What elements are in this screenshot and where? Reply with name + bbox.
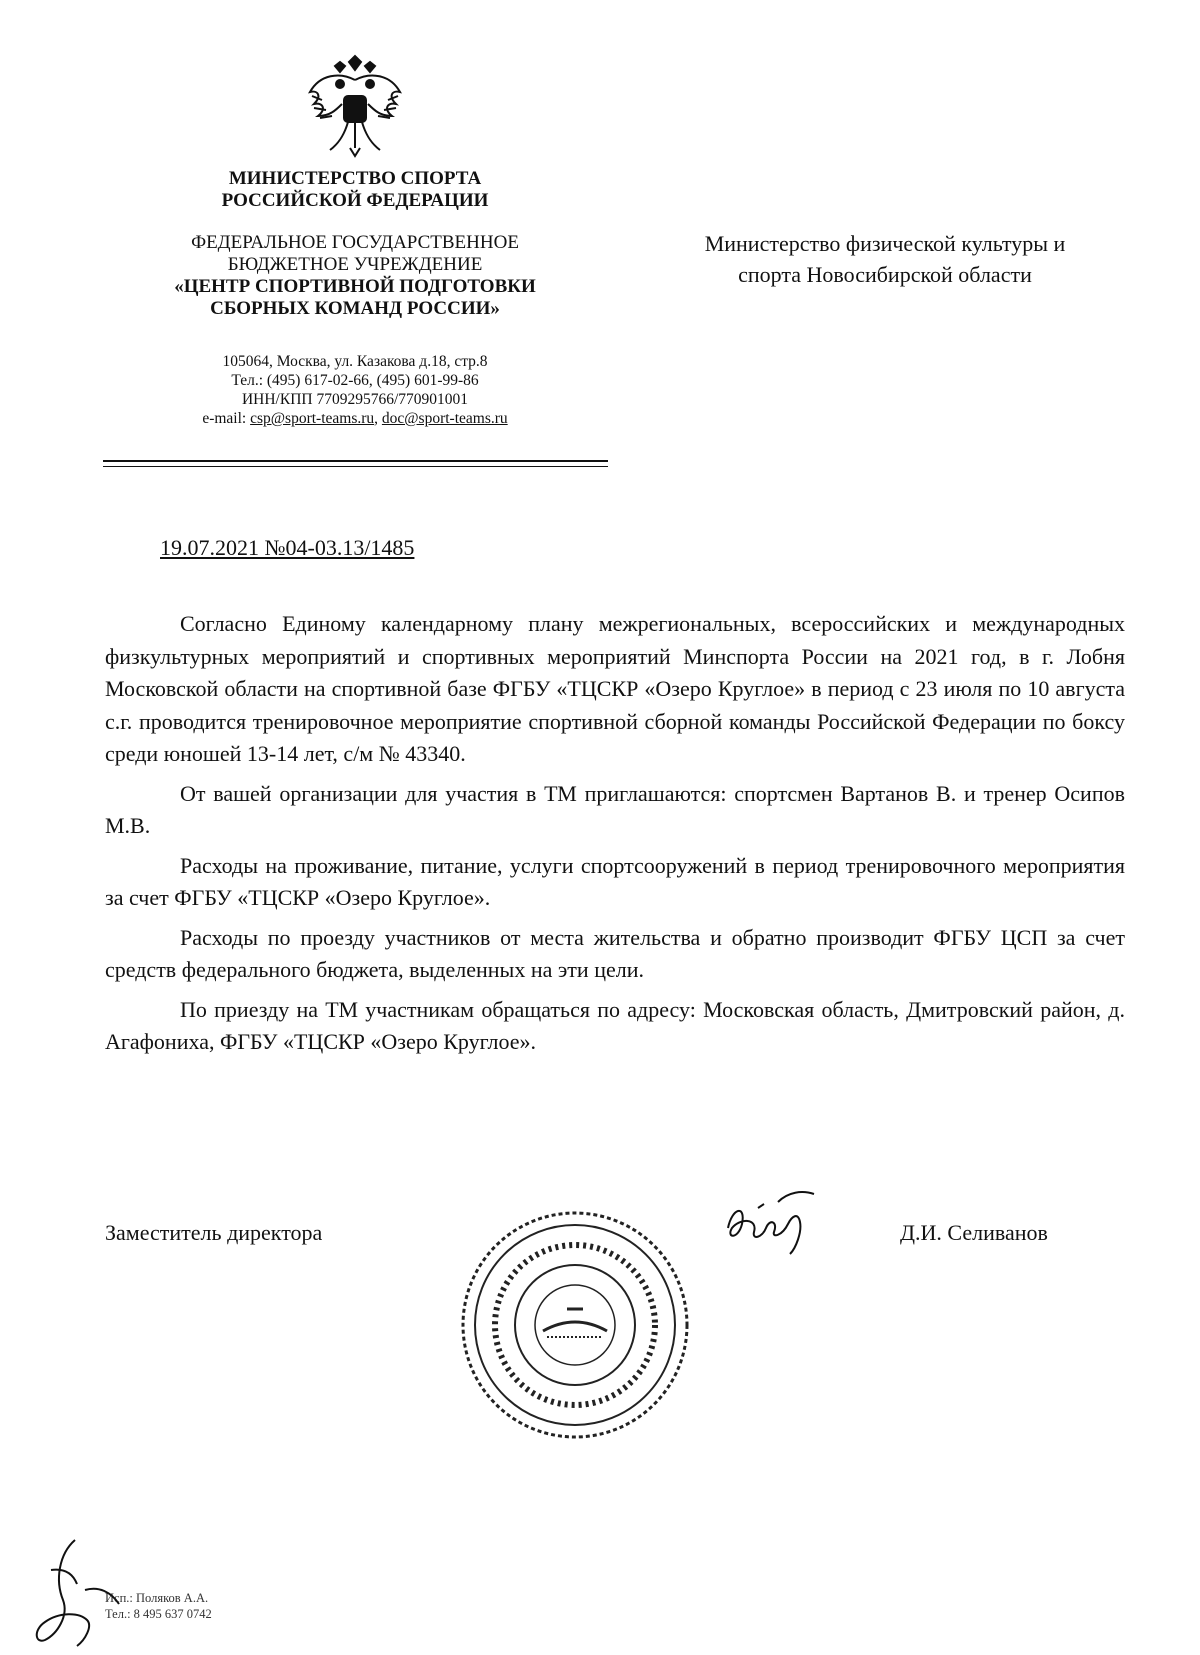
org-email <box>95 409 615 428</box>
email-link-doc[interactable]: doc@sport-teams.ru <box>381 410 508 427</box>
letterhead-divider-thin <box>103 466 608 467</box>
signature-icon <box>718 1188 838 1258</box>
body-paragraph-3: Расходы на проживание, питание, услуги спортсооружений в период тренировочного мероприятия за счет ФГБУ «ТЦСКР «Озеро Круглое». <box>105 852 1125 910</box>
signer-name: Д.И. Селиванов <box>900 1220 1048 1245</box>
coat-of-arms-icon <box>300 52 410 162</box>
email-separator: , <box>374 410 382 427</box>
addressee-line-2: спорта Новосибирской области <box>738 262 1032 287</box>
body-paragraph-4: Расходы по проезду участников от места жительства и обратно производит ФГБУ ЦСП за счет средств федерального бюджета, выделенных на эти цели. <box>105 924 1125 982</box>
seal-stamp-icon <box>455 1205 695 1445</box>
executor-name: Исп.: Поляков А.А. <box>105 1591 209 1605</box>
body-paragraph-5: По приезду на ТМ участникам обращаться по адресу: Московская область, Дмитровский район, д. Агафониха, ФГБУ «ТЦСКР «Озеро Круглое». <box>105 996 1125 1054</box>
org-line-2: БЮДЖЕТНОЕ УЧРЕЖДЕНИЕ <box>227 254 483 275</box>
org-contacts <box>95 352 615 428</box>
org-line-3: «ЦЕНТР СПОРТИВНОЙ ПОДГОТОВКИ <box>174 276 536 297</box>
org-line-4: СБОРНЫХ КОМАНД РОССИИ» <box>210 298 500 319</box>
org-line-1: ФЕДЕРАЛЬНОЕ ГОСУДАРСТВЕННОЕ <box>191 232 519 253</box>
document-date-number: 19.07.2021 №04-03.13/1485 <box>160 535 415 560</box>
addressee <box>630 228 1140 290</box>
signer-position: Заместитель директора <box>105 1220 323 1245</box>
org-inn: ИНН/КПП 7709295766/770901001 <box>241 391 469 408</box>
org-phone: Тел.: (495) 617-02-66, (495) 601-99-86 <box>231 372 479 389</box>
body-paragraph-1: Согласно Единому календарному плану межрегиональных, всероссийских и международных физкультурных мероприятий и спортивных мероприятий Минспорта России на 2021 год, в г. Лобня Московской области на спортивной базе ФГБУ «ТЦСКР «Озеро Круглое» в период с 23 июля по 10 августа с.г. проводится тренировочное мероприятие спортивной сборной команды Российской Федерации по боксу среди юношей 13-14 лет, с/м № 43340. <box>105 611 1125 766</box>
email-link-csp[interactable]: csp@sport-teams.ru <box>250 410 375 427</box>
addressee-line-1: Министерство физической культуры и <box>704 231 1066 256</box>
ministry-name <box>140 168 570 212</box>
letterhead-divider <box>103 460 608 462</box>
organization-name <box>95 232 615 320</box>
executor-phone: Тел.: 8 495 637 0742 <box>105 1607 212 1621</box>
ministry-line-1: МИНИСТЕРСТВО СПОРТА <box>228 168 482 189</box>
handwritten-mark-icon <box>15 1530 125 1650</box>
ministry-line-2: РОССИЙСКОЙ ФЕДЕРАЦИИ <box>221 190 489 211</box>
letter-body <box>105 608 1125 1066</box>
email-prefix: e-mail: <box>202 410 251 427</box>
org-address: 105064, Москва, ул. Казакова д.18, стр.8 <box>222 353 488 370</box>
body-paragraph-2: От вашей организации для участия в ТМ приглашаются: спортсмен Вартанов В. и тренер Осипов М.В. <box>105 780 1125 838</box>
